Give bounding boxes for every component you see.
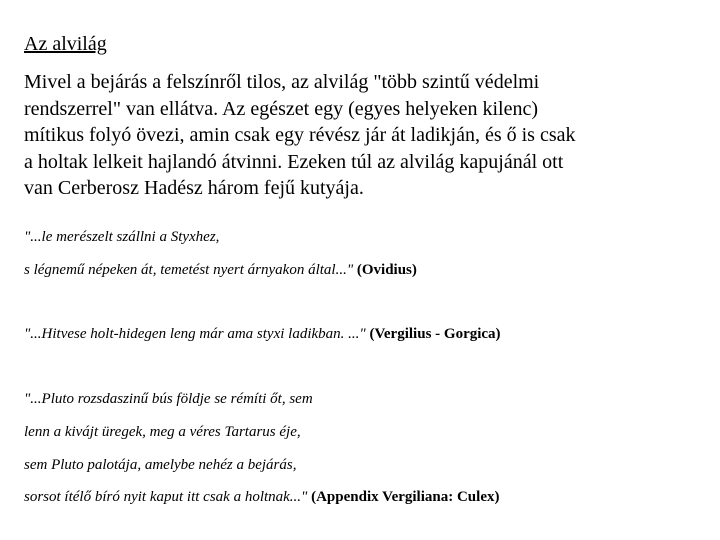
culex-quote-line-2: [24, 423, 301, 441]
paragraph-line: a holtak lelkeit hajlandó átvinni. Ezeken túl az alvilág kapujánál ott: [24, 150, 564, 173]
quote-text: "...le merészelt szállni a Styxhez,: [24, 229, 220, 245]
ovidius-quote-line-2: [24, 261, 417, 279]
paragraph-line: van Cerberosz Hadész három fejű kutyája.: [24, 177, 364, 199]
paragraph-line: Mivel a bejárás a felszínről tilos, az alvilág "több szintű védelmi: [24, 71, 540, 93]
quote-text: "...Pluto rozsdaszinű bús földje se rémíti őt, sem: [24, 391, 313, 407]
quote-text: "...Hitvese holt-hidegen leng már ama styxi ladikban. ...": [24, 326, 366, 342]
paragraph-line: rendszerrel" van ellátva. Az egészet egy (egyes helyeken kilenc): [24, 97, 539, 120]
paragraph-line: mítikus folyó övezi, amin csak egy révész jár át ladikján, és ő is csak: [24, 124, 576, 146]
culex-quote-line-4: [24, 488, 499, 506]
body-paragraph: [24, 69, 704, 202]
quote-text: sem Pluto palotája, amelybe nehéz a bejárás,: [24, 457, 297, 473]
ovidius-quote-line-1: [24, 228, 219, 246]
culex-quote-line-1: [24, 390, 313, 408]
quote-text: lenn a kivájt üregek, meg a véres Tartarus éje,: [24, 424, 301, 440]
culex-quote-line-3: [24, 456, 296, 474]
quote-source: (Vergilius - Gorgica): [369, 326, 501, 342]
quote-text: sorsot ítélő bíró nyit kaput itt csak a holtnak...": [24, 489, 308, 505]
section-title: Az alvilág: [24, 33, 107, 55]
vergilius-quote: [24, 325, 501, 343]
quote-source: (Appendix Vergiliana: Culex): [311, 489, 500, 505]
quote-source: (Ovidius): [356, 262, 417, 278]
quote-text: s légnemű népeken át, temetést nyert árnyakon által...": [24, 262, 354, 278]
